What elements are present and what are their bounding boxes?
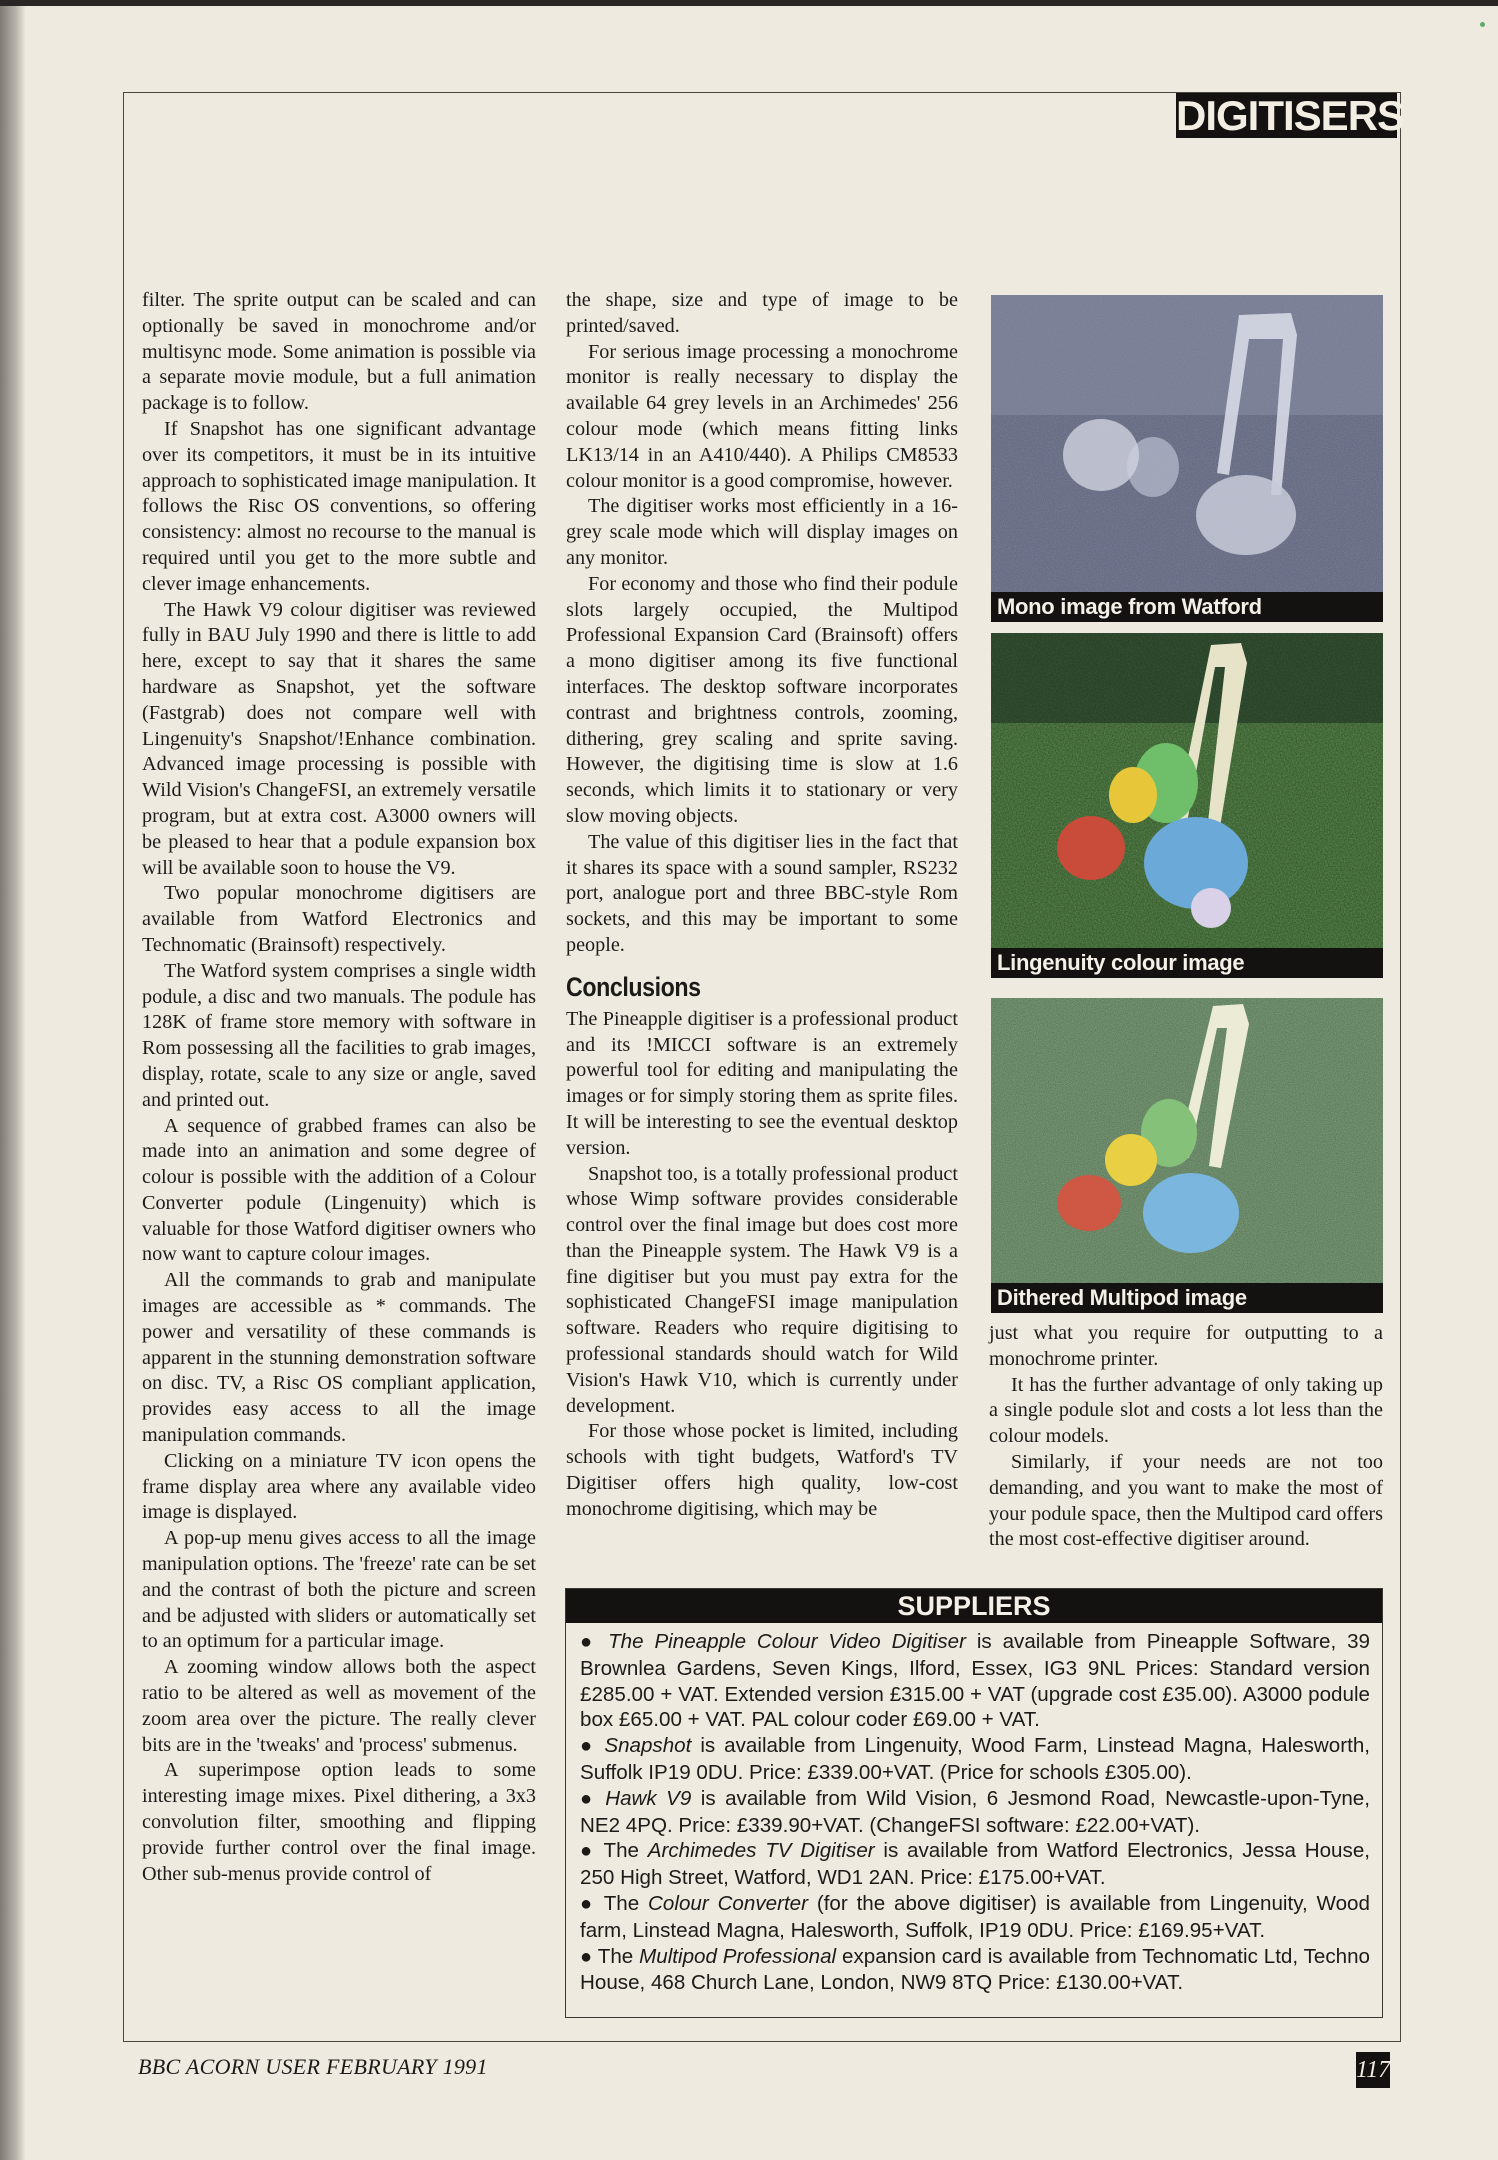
paragraph: The value of this digitiser lies in the fact that it shares its space with a sound sampler, RS232 port, analogue port and three BBC-style Rom sockets, and this may be important to some people. — [566, 830, 958, 956]
bullet-icon: ● — [580, 1840, 596, 1863]
paragraph: A zooming window allows both the aspect ratio to be altered as well as movement of the zoom area over the picture. The really clever bits are in the 'tweaks' and 'process' submenus. — [142, 1656, 536, 1756]
paragraph: the shape, size and type of image to be printed/saved. — [566, 289, 958, 337]
bullet-icon: ● — [580, 1787, 596, 1810]
colour-image — [991, 633, 1383, 978]
paragraph: A sequence of grabbed frames can also be made into an animation and some degree of colour is possible with the addition of a Colour Converter podule (Lingenuity) which is valuable for those Watford digitiser owners who now want to capture colour images. — [142, 1114, 536, 1266]
supplier-entry — [580, 1629, 1370, 1733]
bullet-icon: ● — [580, 1735, 596, 1758]
article-column-1 — [142, 288, 536, 1887]
paragraph: Similarly, if your needs are not too demanding, and you want to make the most of your podule space, then the Multipod card offers the most cost-effective digitiser around. — [989, 1450, 1383, 1551]
page-gutter-shadow — [0, 0, 26, 2160]
paragraph: Snapshot too, is a totally professional product whose Wimp software provides considerable control over the final image but does cost more than the Pineapple system. The Hawk V9 is a fine digitiser but you must pay extra for the sophisticated ChangeFSI image manipulation software. Readers who require digitising to professional standards should watch for Wild Vision's Hawk V10, which is currently under development. — [566, 1162, 958, 1417]
entry-text: (for the above digitiser) is available from Lingenuity, Wood farm, Linstead Magna, Halesworth, Suffolk, IP19 0DU. Price: £169.95+VAT. — [580, 1891, 1370, 1942]
supplier-entry — [580, 1838, 1370, 1891]
entry-text: expansion card is available from Technomatic Ltd, Techno House, 468 Church Lane, London, NW9 8TQ Price: £130.00+VAT. — [580, 1944, 1370, 1995]
product-name: Colour Converter — [648, 1891, 808, 1915]
supplier-entry — [580, 1786, 1370, 1839]
paragraph: It has the further advantage of only taking up a single podule slot and costs a lot less than the colour models. — [989, 1373, 1383, 1448]
paragraph: The Hawk V9 colour digitiser was reviewed fully in BAU July 1990 and there is little to add here, except to say that it shares the same hardware as Snapshot, yet the software (Fastgrab) does not compare well with Lingenuity's Snapshot/!Enhance combination. Advanced image processing is possible with Wild Vision's ChangeFSI, an extremely versatile program, but at extra cost. A3000 owners will be pleased to hear that a podule expansion box will be available soon to house the V9. — [142, 598, 536, 879]
paragraph: A superimpose option leads to some interesting image mixes. Pixel dithering, a 3x3 convolution filter, smoothing and flipping provide further control over the final image. Other sub-menus provide control of — [142, 1759, 536, 1885]
paragraph: The digitiser works most efficiently in a 16-grey scale mode which will display images on any monitor. — [566, 495, 958, 569]
product-name: Hawk V9 — [605, 1786, 692, 1810]
paragraph: just what you require for outputting to a monochrome printer. — [989, 1322, 1383, 1370]
entry-text: is available from Wild Vision, 6 Jesmond Road, Newcastle-upon-Tyne, NE2 4PQ. Price: £339.90+VAT. (ChangeFSI software: £22.00+VAT). — [580, 1786, 1370, 1837]
supplier-entry — [580, 1891, 1370, 1944]
photo-caption: Dithered Multipod image — [991, 1283, 1383, 1313]
photo-dithered-multipod — [991, 998, 1383, 1313]
product-name: Multipod Professional — [639, 1944, 837, 1968]
suppliers-list — [566, 1623, 1382, 1996]
entry-text: is available from Pineapple Software, 39 Brownlea Gardens, Seven Kings, Ilford, Essex, IG3 9NL Prices: Standard version £285.00 + VAT. Extended version £315.00 + VAT (upgrade cost £35.00). A3000 podule box £65.00 + VAT. PAL colour coder £69.00 + VAT. — [580, 1630, 1370, 1732]
suppliers-title: SUPPLIERS — [566, 1589, 1382, 1623]
section-title: DIGITISERS — [1176, 92, 1405, 139]
entry-text: is available from Watford Electronics, Jessa House, 250 High Street, Watford, WD1 2AN. Price: £175.00+VAT. — [580, 1839, 1370, 1890]
dithered-image — [991, 998, 1383, 1313]
photo-caption: Mono image from Watford — [991, 592, 1383, 622]
page-number: 117 — [1356, 2052, 1390, 2088]
mono-image — [991, 295, 1383, 622]
supplier-entry — [580, 1733, 1370, 1786]
paragraph: Two popular monochrome digitisers are available from Watford Electronics and Technomatic (Brainsoft) respectively. — [142, 882, 536, 956]
bullet-icon: ● — [580, 1892, 596, 1915]
paragraph: A pop-up menu gives access to all the image manipulation options. The 'freeze' rate can be set and the contrast of both the picture and screen and be adjusted with sliders or automatically set to an optimum for a particular image. — [142, 1527, 536, 1653]
entry-lead: The — [597, 1944, 640, 1968]
top-edge — [0, 0, 1498, 6]
paragraph: If Snapshot has one significant advantage over its competitors, it must be in its intuitive approach to sophisticated image manipulation. It follows the Risc OS conventions, so offering consistency: almost no recourse to the manual is required until you get to the more subtle and clever image enhancements. — [142, 417, 536, 595]
paragraph: For those whose pocket is limited, including schools with tight budgets, Watford's TV Digitiser offers high quality, low-cost monochrome digitising, which may be — [566, 1420, 958, 1520]
conclusions-heading: Conclusions — [566, 971, 701, 1002]
paragraph: For serious image processing a monochrome monitor is really necessary to display the available 64 grey levels in an Archimedes' 256 colour mode (which means fitting links LK13/14 in an A410/440). A Philips CM8533 colour monitor is a good compromise, however. — [566, 340, 958, 492]
photo-lingenuity-colour — [991, 633, 1383, 978]
article-column-2 — [566, 288, 958, 1523]
entry-lead: The — [603, 1839, 648, 1863]
publication-footer: BBC ACORN USER FEBRUARY 1991 — [138, 2054, 488, 2079]
bullet-icon: ● — [580, 1631, 598, 1653]
article-column-3 — [989, 1321, 1383, 1553]
photo-caption: Lingenuity colour image — [991, 948, 1383, 978]
paragraph: Clicking on a miniature TV icon opens the frame display area where any available video image is displayed. — [142, 1449, 536, 1524]
paragraph: For economy and those who find their podule slots largely occupied, the Multipod Professional Expansion Card (Brainsoft) offers a mono digitiser among its five functional interfaces. The desktop software incorporates contrast and brightness controls, zooming, dithering, grey scaling and sprite saving. However, the digitising time is slow at 1.6 seconds, which limits it to stationary or very slow moving objects. — [566, 572, 958, 827]
supplier-entry — [580, 1944, 1370, 1997]
paragraph: filter. The sprite output can be scaled and can optionally be saved in monochrome and/or multisync mode. Some animation is possible via a separate movie module, but a full animation package is to follow. — [142, 289, 536, 415]
bullet-icon: ● — [580, 1945, 593, 1968]
photo-mono-watford — [991, 295, 1383, 622]
entry-text: is available from Lingenuity, Wood Farm, Linstead Magna, Halesworth, Suffolk IP19 0DU. Price: £339.00+VAT. (Price for schools £305.00). — [580, 1734, 1370, 1784]
paragraph: The Watford system comprises a single width podule, a disc and two manuals. The podule has 128K of frame store memory with software in Rom possessing all the facilities to grab images, display, rotate, scale to any size or angle, saved and printed out. — [142, 959, 536, 1111]
paragraph: The Pineapple digitiser is a professional product and its !MICCI software is an extremely powerful tool for editing and manipulating the images or for simply storing them as sprite files. It will be interesting to see the eventual desktop version. — [566, 1007, 958, 1159]
product-name: Snapshot — [604, 1734, 692, 1758]
product-name: Archimedes TV Digitiser — [647, 1839, 875, 1863]
paragraph: All the commands to grab and manipulate images are accessible as * commands. The power and versatility of these commands is apparent in the stunning demonstration software on disc. TV, a Risc OS compliant application, provides easy access to all the image manipulation commands. — [142, 1269, 536, 1447]
print-speck — [1480, 22, 1485, 27]
product-name: The Pineapple Colour Video Digitiser — [608, 1630, 966, 1653]
suppliers-box — [565, 1588, 1383, 2018]
entry-lead: The — [603, 1891, 649, 1915]
